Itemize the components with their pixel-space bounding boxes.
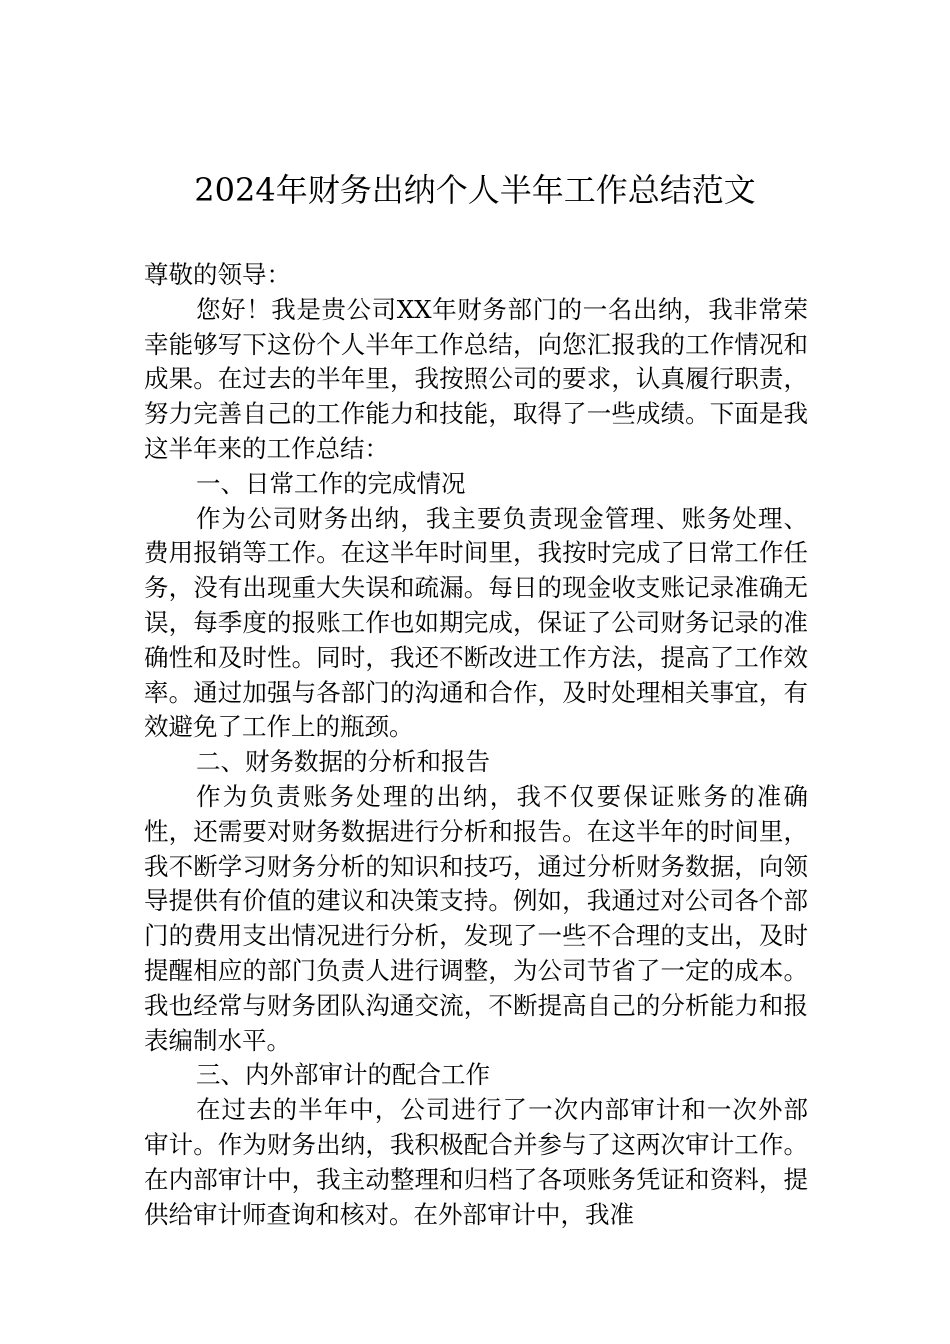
section-paragraph: 作为负责账务处理的出纳，我不仅要保证账务的准确性，还需要对财务数据进行分析和报告。在这半年的时间里，我不断学习财务分析的知识和技巧，通过分析财务数据，向领导提供有价值的建议和决策支持。例如，我通过对公司各个部门的费用支出情况进行分析，发现了一些不合理的支出，及时提醒相应的部门负责人进行调整，为公司节省了一定的成本。我也经常与财务团队沟通交流，不断提高自己的分析能力和报表编制水平。 xyxy=(144,781,808,1055)
document-title: 2024年财务出纳个人半年工作总结范文 xyxy=(194,171,756,209)
section-heading: 一、日常工作的完成情况 xyxy=(196,468,466,498)
intro-paragraph: 您好！我是贵公司XX年财务部门的一名出纳，我非常荣幸能够写下这份个人半年工作总结，向您汇报我的工作情况和成果。在过去的半年里，我按照公司的要求，认真履行职责，努力完善自己的工作能力和技能，取得了一些成绩。下面是我这半年来的工作总结： xyxy=(144,294,808,463)
section-paragraph: 在过去的半年中，公司进行了一次内部审计和一次外部审计。作为财务出纳，我积极配合并参与了这两次审计工作。在内部审计中，我主动整理和归档了各项账务凭证和资料，提供给审计师查询和核对。在外部审计中，我准 xyxy=(144,1095,808,1229)
section-heading: 二、财务数据的分析和报告 xyxy=(196,747,490,777)
section-heading: 三、内外部审计的配合工作 xyxy=(196,1060,490,1090)
salutation: 尊敬的领导： xyxy=(144,260,291,289)
section-paragraph: 作为公司财务出纳，我主要负责现金管理、账务处理、费用报销等工作。在这半年时间里，我按时完成了日常工作任务，没有出现重大失误和疏漏。每日的现金收支账记录准确无误，每季度的报账工作也如期完成，保证了公司财务记录的准确性和及时性。同时，我还不断改进工作方法，提高了工作效率。通过加强与各部门的沟通和合作，及时处理相关事宜，有效避免了工作上的瓶颈。 xyxy=(144,503,808,742)
document-body xyxy=(144,258,808,1232)
